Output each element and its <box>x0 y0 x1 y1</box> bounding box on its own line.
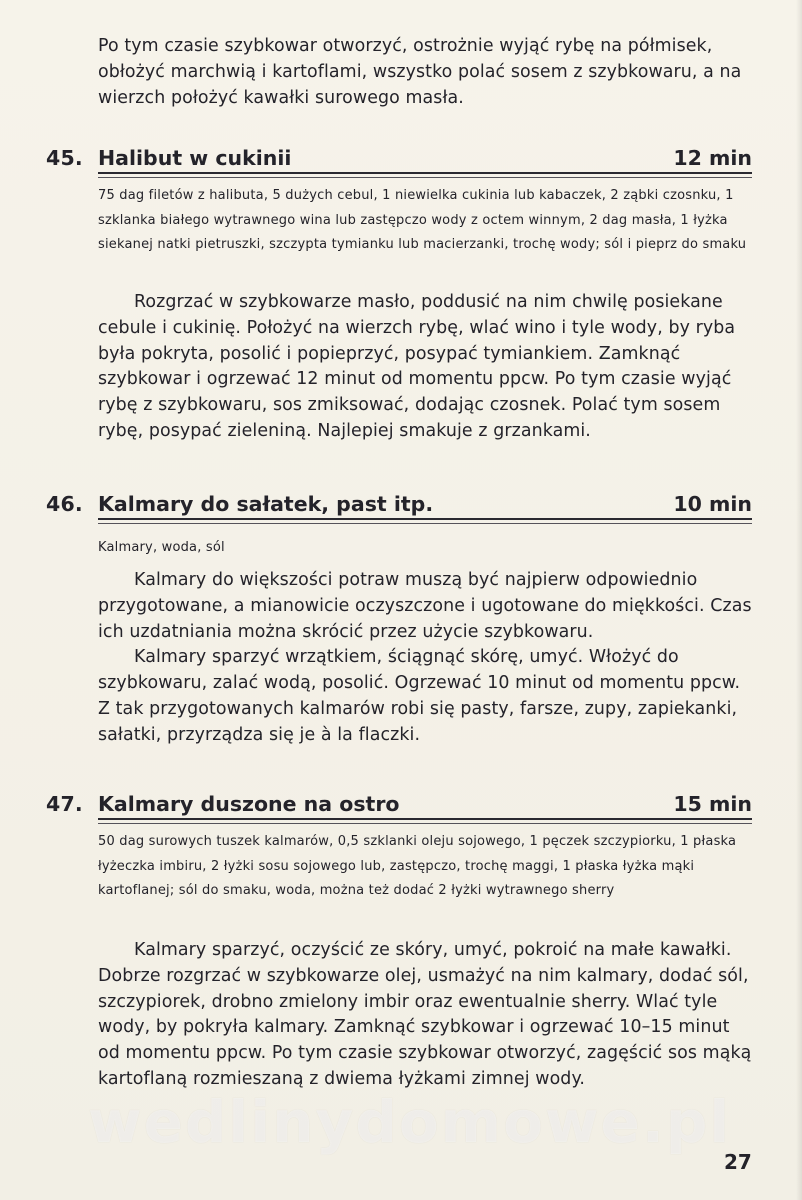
recipe-ingredients-block <box>98 536 752 561</box>
recipe-ingredients-block <box>98 184 752 258</box>
recipe-time: 15 min <box>673 792 752 816</box>
method-paragraph: Kalmary sparzyć, oczyścić ze skóry, umyć, pokroić na małe kawałki. Dobrze rozgrzać w szybkowarze olej, usmażyć na nim kalmary, dodać sól, szczypiorek, drobno zmielony imbir oraz ewentualnie sherry. Wlać tyle wody, by pokryła kalmary. Zamknąć szybkowar i ogrzewać 10–15 minut od momentu ppcw. Po tym czasie szybkowar otworzyć, zagęścić sos mąką kartoflaną rozmieszaną z dwiema łyżkami zimnej wody. <box>98 940 752 1089</box>
heading-rule <box>98 823 752 824</box>
recipe-time: 12 min <box>673 146 752 170</box>
recipe-method-block <box>98 290 752 445</box>
recipe-method-block <box>98 568 752 749</box>
heading-rule <box>98 177 752 178</box>
recipe-title: Kalmary do sałatek, past itp. <box>98 492 434 516</box>
recipe-time: 10 min <box>673 492 752 516</box>
heading-rule <box>98 523 752 524</box>
intro-block <box>98 34 752 111</box>
recipe-heading <box>98 786 752 820</box>
page-edge-shadow <box>796 0 802 1200</box>
recipe-number: 45. <box>46 146 83 170</box>
intro-paragraph: Po tym czasie szybkowar otworzyć, ostrożnie wyjąć rybę na półmisek, obłożyć marchwią i kartoflami, wszystko polać sosem z szybkowaru, a na wierzch położyć kawałki surowego masła. <box>98 36 742 108</box>
ingredients-text: 50 dag surowych tuszek kalmarów, 0,5 szklanki oleju sojowego, 1 pęczek szczypiorku, 1 płaska łyżeczka imbiru, 2 łyżki sosu sojowego lub, zastępczo, trochę maggi, 1 płaska łyżka mąki kartoflanej; sól do smaku, woda, można też dodać 2 łyżki wytrawnego sherry <box>98 834 737 898</box>
recipe-heading <box>98 140 752 174</box>
recipe-heading <box>98 486 752 520</box>
method-paragraph: Rozgrzać w szybkowarze masło, poddusić na nim chwilę posiekane cebule i cukinię. Położyć na wierzch rybę, wlać wino i tyle wody, by ryba była pokryta, posolić i popieprzyć, posypać tymiankiem. Zamknąć szybkowar i ogrzewać 12 minut od momentu ppcw. Po tym czasie wyjąć rybę z szybkowaru, sos zmiksować, dodając czosnek. Polać tym sosem rybę, posypać zieleniną. Najlepiej smakuje z grzankami. <box>98 292 736 441</box>
recipe-title: Kalmary duszone na ostro <box>98 792 400 816</box>
ingredients-text: Kalmary, woda, sól <box>98 540 225 555</box>
method-paragraph: Kalmary do większości potraw muszą być najpierw odpowiednio przygotowane, a mianowicie oczyszczone i ugotowane do miękkości. Czas ich uzdatniania można skrócić przez użycie szybkowaru. <box>98 570 752 642</box>
recipe-title: Halibut w cukinii <box>98 146 292 170</box>
ingredients-text: 75 dag filetów z halibuta, 5 dużych cebul, 1 niewielka cukinia lub kabaczek, 2 ząbki czosnku, 1 szklanka białego wytrawnego wina lub zastępczo wody z octem winnym, 2 dag masła, 1 łyżka siekanej natki pietruszki, szczypta tymianku lub macierzanki, trochę wody; sól i pieprz do smaku <box>98 188 747 252</box>
page-number: 27 <box>724 1150 752 1174</box>
recipe-ingredients-block <box>98 830 752 904</box>
recipe-method-block <box>98 938 752 1093</box>
watermark: wedlinydomowe.pl <box>88 1088 732 1156</box>
method-paragraph: Kalmary sparzyć wrzątkiem, ściągnąć skórę, umyć. Włożyć do szybkowaru, zalać wodą, posolić. Ogrzewać 10 minut od momentu ppcw. Z tak przygotowanych kalmarów robi się pasty, farsze, zupy, zapiekanki, sałatki, przyrządza się je à la flaczki. <box>98 647 741 745</box>
recipe-number: 46. <box>46 492 83 516</box>
recipe-number: 47. <box>46 792 83 816</box>
